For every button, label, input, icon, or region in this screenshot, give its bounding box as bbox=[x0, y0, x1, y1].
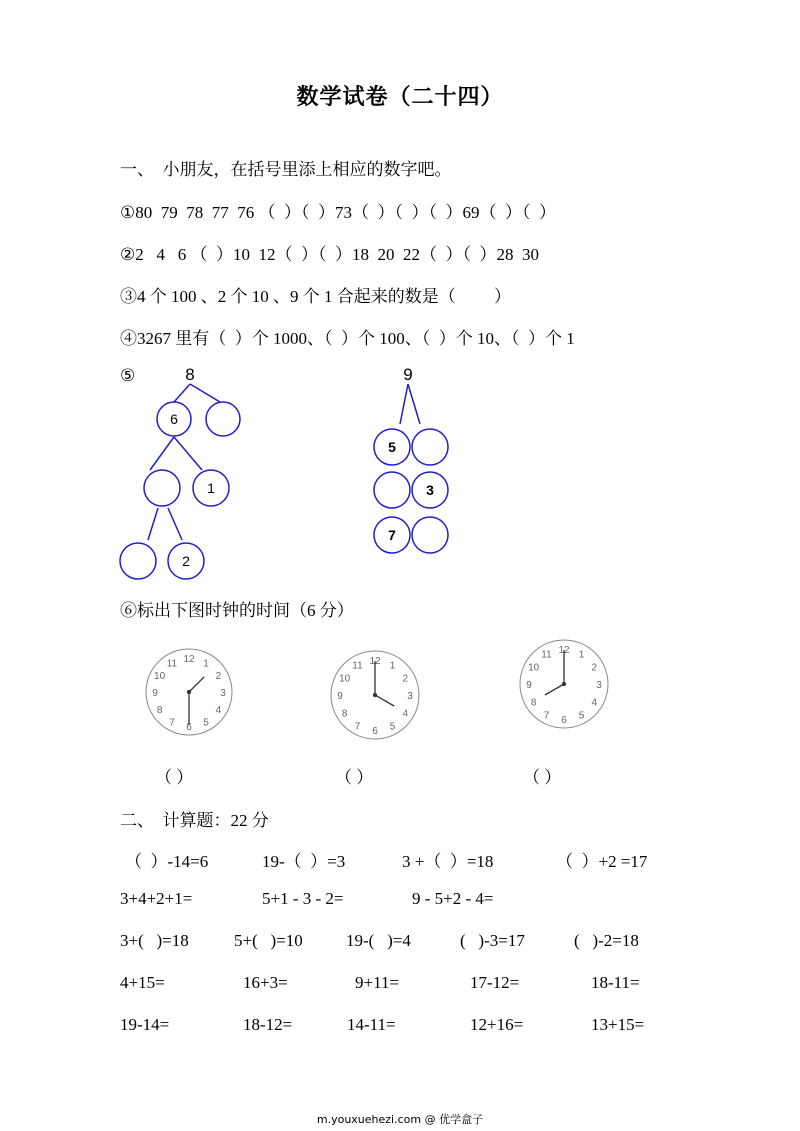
page-title: 数学试卷（二十四） bbox=[296, 84, 504, 109]
calc-r4-c4: 17-12= bbox=[470, 973, 520, 992]
tree1-bottom-left-circle bbox=[120, 543, 156, 579]
calc-r4-c2: 16+3= bbox=[243, 973, 288, 992]
tree1-left-value: 6 bbox=[170, 411, 178, 427]
clock-number: 6 bbox=[561, 715, 567, 726]
tree1-left-right-value: 1 bbox=[207, 480, 215, 496]
tree2-r2-right-value: 3 bbox=[426, 482, 434, 498]
section2-heading: 二、 计算题：22 分 bbox=[120, 811, 269, 830]
clock-number: 6 bbox=[186, 722, 192, 733]
calc-r5-c3: 14-11= bbox=[347, 1015, 396, 1034]
calc-r2-c1: 3+4+2+1= bbox=[120, 889, 193, 908]
clock-number: 7 bbox=[354, 721, 361, 733]
clock-number: 4 bbox=[402, 708, 409, 720]
clock-number: 4 bbox=[591, 697, 598, 709]
calc-r1-c2: 19-（ ）=3 bbox=[262, 852, 346, 871]
clock-number: 7 bbox=[543, 710, 550, 722]
clock-number: 8 bbox=[341, 708, 348, 720]
calc-r4-c1: 4+15= bbox=[120, 973, 165, 992]
clock-number: 5 bbox=[203, 717, 209, 729]
calc-r3-c2: 5+( )=10 bbox=[234, 931, 303, 950]
clock-number: 6 bbox=[372, 726, 378, 737]
clock-3 bbox=[518, 638, 610, 730]
clock-number: 11 bbox=[166, 658, 178, 670]
clock-number: 10 bbox=[154, 671, 166, 682]
calc-r3-c1: 3+( )=18 bbox=[120, 931, 189, 950]
clock-center-dot bbox=[188, 691, 191, 694]
clock-2-answer-blank[interactable]: （ ） bbox=[335, 768, 374, 787]
calc-r3-c5: ( )-2=18 bbox=[574, 931, 639, 950]
clock-1-answer-blank[interactable]: （ ） bbox=[155, 768, 194, 787]
clock-number: 1 bbox=[389, 660, 396, 672]
clock-number: 2 bbox=[591, 662, 598, 674]
clock-number: 11 bbox=[352, 660, 363, 672]
section1-heading: 一、 小朋友，在括号里添上相应的数字吧。 bbox=[120, 160, 452, 179]
hour-hand bbox=[545, 684, 564, 695]
question-2: ②2 4 6 （ ）10 12（ ）（ ）18 20 22（ ）（ ）28 30 bbox=[120, 245, 539, 264]
question-6: ⑥标出下图时钟的时间（6 分） bbox=[120, 601, 354, 620]
clock-number: 3 bbox=[220, 688, 226, 699]
hour-hand bbox=[375, 695, 394, 706]
number-tree-9 bbox=[360, 362, 470, 562]
question-3: ③4 个 100 、2 个 10 、9 个 1 合起来的数是（ ） bbox=[120, 287, 511, 306]
hour-hand bbox=[189, 677, 204, 692]
tree2-r2-left-circle bbox=[374, 472, 410, 508]
tree2-r3-right-circle bbox=[412, 517, 448, 553]
clock-2 bbox=[329, 649, 421, 741]
calc-r3-c4: ( )-3=17 bbox=[460, 931, 525, 950]
calc-r1-c4: （ ）+2 =17 bbox=[556, 852, 648, 871]
number-tree-8 bbox=[110, 362, 270, 587]
tree2-r1-right-circle bbox=[412, 429, 448, 465]
tree1-root: 8 bbox=[185, 365, 195, 384]
clock-number: 12 bbox=[369, 656, 381, 667]
calc-r2-c3: 9 - 5+2 - 4= bbox=[412, 889, 494, 908]
clock-number: 5 bbox=[389, 721, 396, 733]
tree2-root: 9 bbox=[403, 365, 413, 384]
clock-number: 10 bbox=[339, 673, 351, 685]
tree2-r3-left-value: 7 bbox=[388, 527, 396, 543]
clock-center-dot bbox=[374, 694, 377, 697]
clock-number: 11 bbox=[541, 649, 552, 661]
clock-number: 9 bbox=[152, 688, 158, 699]
footer-watermark: m.youxuehezi.com @ 优学盒子 bbox=[316, 1113, 484, 1126]
tree1-bottom-right-value: 2 bbox=[182, 553, 190, 569]
calc-r4-c5: 18-11= bbox=[591, 973, 640, 992]
tree1-left-left-circle bbox=[144, 470, 180, 506]
question-4: ④3267 里有（ ）个 1000、（ ）个 100、（ ）个 10、（ ）个 1 bbox=[120, 329, 575, 348]
calc-r5-c1: 19-14= bbox=[120, 1015, 170, 1034]
clock-1 bbox=[144, 646, 234, 738]
clock-number: 4 bbox=[215, 705, 222, 716]
calc-r2-c2: 5+1 - 3 - 2= bbox=[262, 889, 344, 908]
clock-number: 5 bbox=[578, 710, 585, 722]
clock-number: 12 bbox=[183, 654, 195, 665]
clock-number: 3 bbox=[596, 680, 602, 691]
calc-r1-c3: 3 +（ ）=18 bbox=[402, 852, 494, 871]
clock-3-answer-blank[interactable]: （ ） bbox=[523, 768, 562, 787]
question-5-label: ⑤ bbox=[120, 366, 136, 385]
clock-center-dot bbox=[563, 683, 566, 686]
clock-number: 10 bbox=[528, 662, 540, 674]
clock-number: 3 bbox=[407, 691, 413, 702]
clock-number: 2 bbox=[215, 671, 222, 682]
tree1-right-circle bbox=[206, 402, 240, 436]
tree2-r1-left-value: 5 bbox=[388, 439, 396, 455]
clock-number: 2 bbox=[402, 673, 409, 685]
calc-r4-c3: 9+11= bbox=[355, 973, 400, 992]
calc-r5-c2: 18-12= bbox=[243, 1015, 293, 1034]
clock-number: 12 bbox=[558, 645, 570, 656]
clock-number: 9 bbox=[526, 680, 532, 691]
calc-r5-c5: 13+15= bbox=[591, 1015, 645, 1034]
clock-number: 8 bbox=[530, 697, 537, 709]
calc-r1-c1: （ ）-14=6 bbox=[125, 852, 209, 871]
calc-r3-c3: 19-( )=4 bbox=[346, 931, 411, 950]
question-1: ①80 79 78 77 76 （ ）（ ）73（ ）（ ）（ ）69（ ）（ ） bbox=[120, 203, 556, 222]
clock-number: 8 bbox=[156, 705, 163, 716]
clock-number: 7 bbox=[169, 717, 175, 729]
clock-number: 9 bbox=[337, 691, 343, 702]
calc-r5-c4: 12+16= bbox=[470, 1015, 524, 1034]
clock-number: 1 bbox=[203, 658, 209, 670]
clock-number: 1 bbox=[578, 649, 585, 661]
